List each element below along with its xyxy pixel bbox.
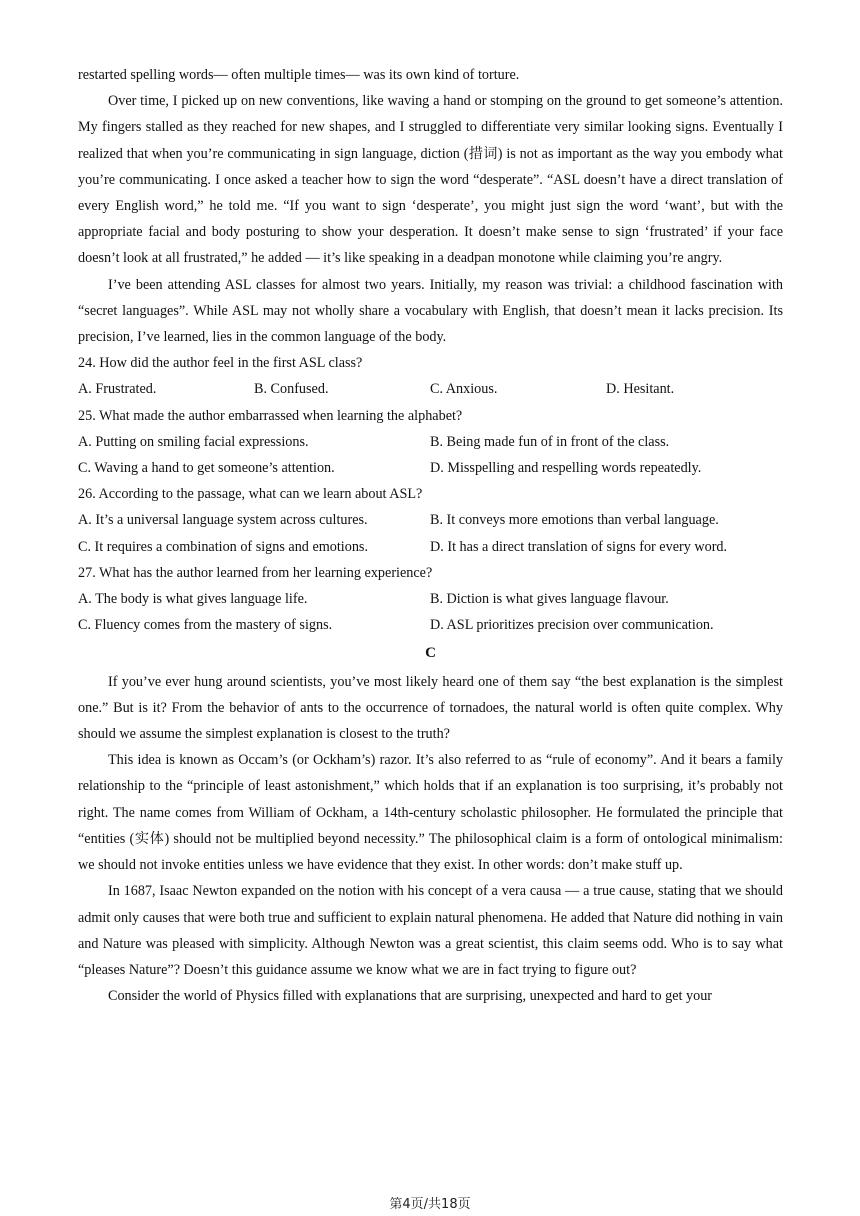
section-heading: C	[425, 645, 436, 662]
options	[78, 429, 783, 481]
paragraph: Consider the world of Physics filled with explanations that are surprising, unexpected and hard to get your	[108, 988, 713, 1005]
option-d: D. Misspelling and respelling words repeatedly.	[430, 460, 702, 477]
option-c: C. Anxious.	[430, 381, 498, 398]
option-b: B. Being made fun of in front of the class.	[430, 433, 670, 450]
paragraph: This idea is known as Occam’s (or Ockham’s) razor. It’s also referred to as “rule of economy”. And it bears a family relationship to the “principle of least astonishment,” which holds that if an explanation is too surprising, it’s probably not right. The name comes from William of Ockham, a 14th-century scholastic philosopher. He formulated the principle that “entities (实体) should not be multiplied beyond necessity.” The philosophical claim is a form of ontological minimalism: we should not invoke entities unless we have evidence that they exist. In other words: don’t make stuff up.	[78, 752, 783, 874]
question-25	[78, 403, 783, 482]
paragraph: In 1687, Isaac Newton expanded on the notion with his concept of a vera causa — a true cause, stating that we should admit only causes that were both true and sufficient to explain natural phenomena. He added that Nature did nothing in vain and Nature was pleased with simplicity. Although Newton was a great scientist, this claim seems odd. Who is to say what “pleases Nature”? Doesn’t this guidance assume we know what we are in fact trying to figure out?	[78, 883, 783, 978]
options	[78, 376, 783, 402]
question-stem: 26. According to the passage, what can we learn about ASL?	[78, 486, 423, 503]
option-d: D. It has a direct translation of signs for every word.	[430, 538, 728, 555]
option-d: D. ASL prioritizes precision over communication.	[430, 617, 714, 634]
options	[78, 507, 783, 559]
paragraph: restarted spelling words— often multiple times— was its own kind of torture.	[78, 67, 520, 83]
option-a: A. Frustrated.	[78, 381, 157, 398]
question-27	[78, 560, 783, 639]
option-a: A. Putting on smiling facial expressions.	[78, 433, 309, 450]
page-number: 第4页/共18页	[389, 1197, 471, 1212]
option-b: B. It conveys more emotions than verbal language.	[430, 512, 719, 529]
option-a: A. It’s a universal language system across cultures.	[78, 512, 368, 529]
option-c: C. It requires a combination of signs and emotions.	[78, 538, 369, 555]
document-page	[78, 62, 783, 1009]
option-c: C. Fluency comes from the mastery of signs.	[78, 617, 333, 634]
question-stem: 27. What has the author learned from her learning experience?	[78, 564, 433, 581]
question-24	[78, 350, 783, 402]
paragraph: Over time, I picked up on new conventions, like waving a hand or stomping on the ground to get someone’s attention. My fingers stalled as they reached for new shapes, and I struggled to differentiate very similar looking signs. Eventually I realized that when you’re communicating in sign language, diction (措词) is not as important as the way you embody what you’re communicating. I once asked a teacher how to sign the word “desperate”. “ASL doesn’t have a direct translation of every English word,” he told me. “If you want to sign ‘desperate’, you might just sign the word ‘want’, but with the appropriate facial and body posturing to show your desperation. It doesn’t make sense to sign ‘frustrated’ if your face doesn’t look at all frustrated,” he added — it’s like speaking in a deadpan monotone while claiming you’re angry.	[78, 93, 783, 267]
question-26	[78, 481, 783, 560]
question-stem: 24. How did the author feel in the first ASL class?	[78, 355, 363, 372]
paragraph: If you’ve ever hung around scientists, you’ve most likely heard one of them say “the best explanation is the simplest one.” But is it? From the behavior of ants to the occurrence of tornadoes, the natural world is often quite complex. Why should we assume the simplest explanation is closest to the truth?	[78, 673, 783, 743]
option-c: C. Waving a hand to get someone’s attention.	[78, 460, 335, 477]
option-d: D. Hesitant.	[606, 381, 675, 398]
question-stem: 25. What made the author embarrassed when learning the alphabet?	[78, 407, 463, 424]
option-a: A. The body is what gives language life.	[78, 591, 308, 608]
option-b: B. Confused.	[254, 381, 329, 398]
paragraph: I’ve been attending ASL classes for almost two years. Initially, my reason was trivial: a childhood fascination with “secret languages”. While ASL may not wholly share a vocabulary with English, that doesn’t mean it lacks precision. Its precision, I’ve learned, lies in the common language of the body.	[78, 276, 783, 346]
options	[78, 586, 783, 638]
option-b: B. Diction is what gives language flavour.	[430, 591, 669, 608]
